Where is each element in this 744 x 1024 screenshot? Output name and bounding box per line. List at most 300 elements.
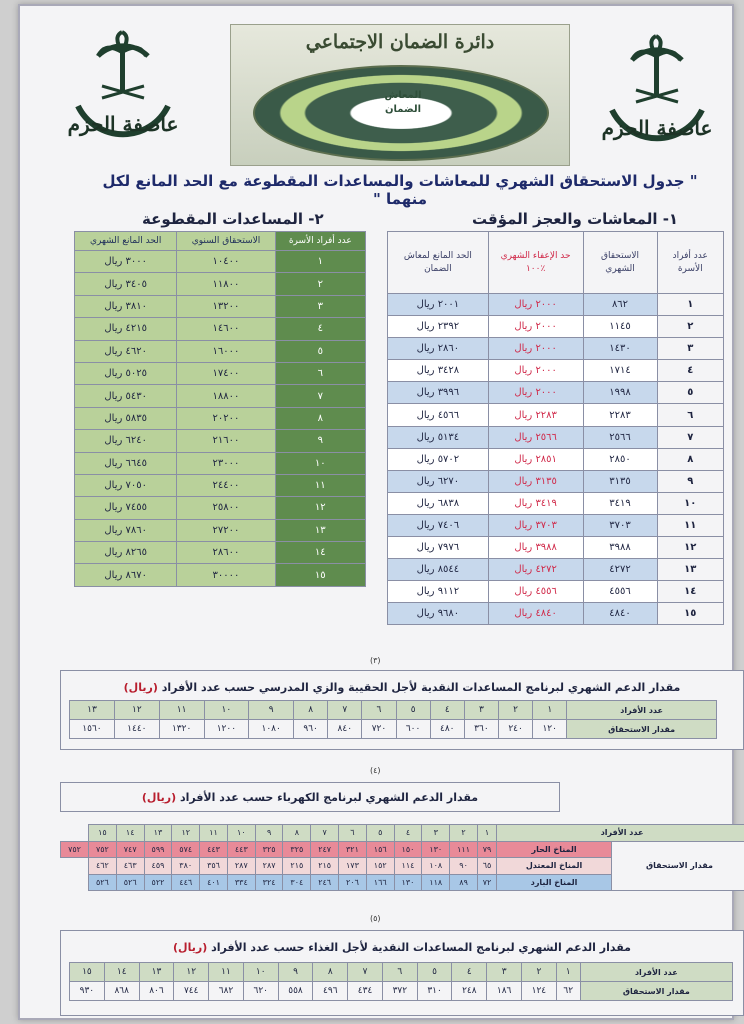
table-row <box>75 542 366 564</box>
table-cell: ١٣٢٠ <box>159 720 204 739</box>
emblem-logo-right <box>592 20 722 150</box>
table-cell: ٧٨٦٠ ريال <box>75 519 177 541</box>
table-cell: ٤ <box>394 825 422 842</box>
column-header: الحد المانع لمعاش الضمان <box>388 232 489 294</box>
table-cell: ٥ <box>275 340 365 362</box>
table-row <box>75 452 366 474</box>
table-cell: ٣ <box>464 701 498 720</box>
table-cell: ١٠٤٠٠ <box>177 251 275 273</box>
table-cell: ٥٤٣٠ ريال <box>75 385 177 407</box>
table-cell: ٢٠٠٠ ريال <box>488 360 583 382</box>
wheel-center-label: المعاش الضمان <box>384 90 422 115</box>
table-cell: ٩٣٠ <box>70 982 105 1001</box>
row-label: عدد الأفراد <box>580 963 732 982</box>
row-label: عدد الأفراد <box>497 825 744 842</box>
table-cell: ٧ <box>275 385 365 407</box>
table-cell: ٩ <box>657 470 723 492</box>
table-cell: ٥٧٠٢ ريال <box>388 448 489 470</box>
table-cell: ١٥ <box>70 963 105 982</box>
table-cell: ٢٨٥١ ريال <box>488 448 583 470</box>
table-cell: ١٦٠٠٠ <box>177 340 275 362</box>
food-support-table <box>69 962 733 1001</box>
table-cell: ٣٠٤ <box>283 874 311 891</box>
table-cell: ٢٠٠٠ ريال <box>488 316 583 338</box>
table-cell: ٩ <box>278 963 313 982</box>
table-cell: ٣١٣٥ <box>583 470 657 492</box>
table-cell: ٣ <box>487 963 522 982</box>
table-row <box>388 581 724 603</box>
table-cell: ١٣ <box>144 825 172 842</box>
table-row <box>388 294 724 316</box>
table-cell: ٨٠٦ <box>139 982 174 1001</box>
table-cell: ٢ <box>275 273 365 295</box>
table-row <box>75 340 366 362</box>
table-cell: ٥٠٢٥ ريال <box>75 362 177 384</box>
table-cell: ٣١٠ <box>417 982 452 1001</box>
table-cell: ٩٦٠ <box>294 720 328 739</box>
table-cell: ١٠٨ <box>422 858 450 875</box>
table-cell: ١٧٤٠٠ <box>177 362 275 384</box>
column-header: الاستحقاق الشهري <box>583 232 657 294</box>
table-cell: ١ <box>477 825 496 842</box>
table-cell: ٣٤١٩ ريال <box>488 492 583 514</box>
table-cell: ٢٨٧ <box>227 858 255 875</box>
page-title: " جدول الاستحقاق الشهري للمعاشات والمساعدات المقطوعة مع الحد المانع لكل منهما " <box>102 172 698 208</box>
table-cell: ٢٥٨٠٠ <box>177 497 275 519</box>
table-row <box>61 841 744 858</box>
table-cell: ٣٨١٠ ريال <box>75 295 177 317</box>
food-support-unit: (ريال) <box>173 941 208 954</box>
table-row <box>75 385 366 407</box>
table-cell: ٢٥٦٦ ريال <box>488 426 583 448</box>
banner-title: دائرة الضمان الاجتماعي <box>305 31 495 53</box>
table-cell: ٧٥٢ <box>89 841 117 858</box>
food-support-title-text: مقدار الدعم الشهري لبرنامج المساعدات النقدية لأجل الغذاء حسب عدد الأفراد <box>211 941 631 954</box>
table-header-row <box>75 232 366 251</box>
table-cell: ٤٦٢ <box>89 858 117 875</box>
table-cell: ٤٢٧٢ ريال <box>488 559 583 581</box>
row-label: مقدار الاستحقاق <box>580 982 732 1001</box>
document-sheet <box>18 4 734 1020</box>
table-cell: ١٣٠ <box>422 841 450 858</box>
table-cell: ١٢ <box>114 701 159 720</box>
table-cell: ٧٤٧ <box>116 841 144 858</box>
table-cell: ١٧١٤ <box>583 360 657 382</box>
table-cell: ١١١ <box>450 841 478 858</box>
table-cell: ٢٣٩٢ ريال <box>388 316 489 338</box>
table-row <box>75 519 366 541</box>
table-cell: ٤٦٢٠ ريال <box>75 340 177 362</box>
table-cell: ٨٥٤٤ ريال <box>388 559 489 581</box>
table-row <box>388 360 724 382</box>
school-support-title-text: مقدار الدعم الشهري لبرنامج المساعدات النقدية لأجل الحقيبة والزي المدرسي حسب عدد الأفراد <box>161 681 681 694</box>
table-cell: ١٢ <box>174 963 209 982</box>
table-cell: ١٨٨٠٠ <box>177 385 275 407</box>
table-cell: ٨ <box>657 448 723 470</box>
table-cell: ١٥ <box>657 603 723 625</box>
electricity-title <box>61 791 559 804</box>
table-cell: ١٤ <box>104 963 139 982</box>
column-header: عدد أفراد الأسرة <box>657 232 723 294</box>
table-cell: ٤٦٣ <box>116 858 144 875</box>
table-cell: ٥٩٩ <box>144 841 172 858</box>
table-cell: ٩١١٢ ريال <box>388 581 489 603</box>
table-cell: ٧ <box>311 825 339 842</box>
table-cell: ١٠ <box>657 492 723 514</box>
table-cell: ١٣ <box>275 519 365 541</box>
table-cell: ٤٥٩ <box>144 858 172 875</box>
table-cell: ٣٠٠٠٠ <box>177 564 275 586</box>
table-cell: ٨٦٢ <box>583 294 657 316</box>
table-row <box>388 514 724 536</box>
table-cell: ٢٧٢٠٠ <box>177 519 275 541</box>
table-cell: ١٣ <box>139 963 174 982</box>
table-cell: ٢٨٦٠ ريال <box>388 338 489 360</box>
table-row <box>388 316 724 338</box>
table-cell: ٦٢٤٠ ريال <box>75 430 177 452</box>
section-title-lump-sum: ٢- المساعدات المقطوعة <box>142 210 324 228</box>
table-cell: ٢٠٠١ ريال <box>388 294 489 316</box>
table-cell: ٤٣٤ <box>348 982 383 1001</box>
table-row <box>75 474 366 496</box>
table-cell: ٤٤٦ <box>172 874 200 891</box>
table-row <box>75 318 366 340</box>
table-cell: ١٥٠ <box>394 841 422 858</box>
table-row <box>70 982 733 1001</box>
table-cell: ١١٤٥ <box>583 316 657 338</box>
table-cell: ٢٨٧ <box>255 858 283 875</box>
row-label: عدد الأفراد <box>567 701 717 720</box>
table-cell: ١٠٨٠ <box>249 720 294 739</box>
table-row <box>388 338 724 360</box>
school-support-box <box>60 670 744 750</box>
table-cell: ٦٢٧٠ ريال <box>388 470 489 492</box>
table-cell: ٣ <box>275 295 365 317</box>
table-cell: ٣٩٨٨ <box>583 537 657 559</box>
table-cell: ١٠ <box>243 963 278 982</box>
table-cell: ٢٠٠٠ ريال <box>488 338 583 360</box>
table-cell: ٣٥٦ <box>200 858 228 875</box>
table-cell: ١ <box>556 963 580 982</box>
electricity-unit: (ريال) <box>141 791 177 804</box>
table-cell: ٦٦٤٥ ريال <box>75 452 177 474</box>
table-cell: ٨ <box>294 701 328 720</box>
table-cell: ١٥٢ <box>366 858 394 875</box>
table-cell: ٦٢٠ <box>243 982 278 1001</box>
table-cell: ٣٤٠٥ ريال <box>75 273 177 295</box>
column-header: عدد أفراد الأسرة <box>275 232 365 251</box>
table-cell: ١٣٢٠٠ <box>177 295 275 317</box>
school-support-unit: (ريال) <box>123 681 158 694</box>
table-cell: ٧٤٠٦ ريال <box>388 514 489 536</box>
table-cell: ٥٥٨ <box>278 982 313 1001</box>
table-cell: ١٣ <box>70 701 115 720</box>
table-cell: ٦٨٣٨ ريال <box>388 492 489 514</box>
table-cell: ٨ <box>275 407 365 429</box>
table-cell: ٥٧٤ <box>172 841 200 858</box>
table-row <box>75 564 366 586</box>
table-cell: ١٢٤ <box>522 982 557 1001</box>
table-cell: ٤٨٤٠ ريال <box>488 603 583 625</box>
table-cell: ٨ <box>283 825 311 842</box>
table-cell: ٢٤٦ <box>311 874 339 891</box>
table-cell: ٧٩٧٦ ريال <box>388 537 489 559</box>
table-cell: ١٤ <box>275 542 365 564</box>
table-cell: ٦ <box>362 701 396 720</box>
table-cell: ٨ <box>313 963 348 982</box>
table-cell: ٢٢٨٣ ريال <box>488 404 583 426</box>
climate-label: المناخ المعتدل <box>497 858 612 875</box>
table-cell: ٣٩٨٨ ريال <box>488 537 583 559</box>
table-cell: ٣١٣٥ ريال <box>488 470 583 492</box>
table-cell: ٤٢٧٢ <box>583 559 657 581</box>
table-cell: ٢ <box>450 825 478 842</box>
table-cell: ١١ <box>159 701 204 720</box>
table-cell: ١٠ <box>204 701 249 720</box>
table-cell: ١١ <box>275 474 365 496</box>
table-cell: ٨٩ <box>450 874 478 891</box>
table-cell: ٧ <box>657 426 723 448</box>
table-cell: ٢١٥ <box>311 858 339 875</box>
table-cell: ٤ <box>430 701 464 720</box>
table-cell: ٥٢٦ <box>89 874 117 891</box>
table-cell: ١٤٤٠ <box>114 720 159 739</box>
table-row <box>388 492 724 514</box>
table-cell: ١٩٩٨ <box>583 382 657 404</box>
table-cell: ٤٥٦٦ ريال <box>388 404 489 426</box>
table-cell: ٢٤٤٠٠ <box>177 474 275 496</box>
table-cell: ٥٨٣٥ ريال <box>75 407 177 429</box>
table-cell: ١٨٦ <box>487 982 522 1001</box>
column-header: الاستحقاق السنوي <box>177 232 275 251</box>
table-cell: ٣٣٤ <box>227 874 255 891</box>
table-row <box>388 559 724 581</box>
lump-sum-table <box>74 231 366 587</box>
services-wheel-graphic <box>253 65 549 161</box>
table-cell: ١١٨٠٠ <box>177 273 275 295</box>
table-cell: ٣٤٢٨ ريال <box>388 360 489 382</box>
table-cell: ١٢٠ <box>533 720 567 739</box>
electricity-support-table <box>60 824 744 891</box>
table-row <box>70 963 733 982</box>
emblem-caption: عاصفة الحزم <box>67 112 179 136</box>
table-cell: ٣٦٠ <box>464 720 498 739</box>
table-cell: ٢ <box>522 963 557 982</box>
table-cell: ٢٢٨٣ <box>583 404 657 426</box>
table-cell: ١١ <box>209 963 244 982</box>
table-row <box>75 251 366 273</box>
table-cell: ٤٥٥٦ ريال <box>488 581 583 603</box>
table-cell: ١٠ <box>227 825 255 842</box>
column-header: الحد المانع الشهري <box>75 232 177 251</box>
table-cell: ٢٤٧ <box>311 841 339 858</box>
column-header: حد الإعفاء الشهري ٪١٠٠ <box>488 232 583 294</box>
table-cell: ٤٨٤٠ <box>583 603 657 625</box>
table-cell: ١٥٦٠ <box>70 720 115 739</box>
table-row <box>388 470 724 492</box>
table-cell: ٧٢ <box>477 874 496 891</box>
table-cell: ٦ <box>339 825 367 842</box>
table-cell: ٦ <box>657 404 723 426</box>
climate-label: المناخ البارد <box>497 874 612 891</box>
row-label: مقدار الاستحقاق <box>611 841 744 891</box>
emblem-caption: عاصفة الحزم <box>601 116 713 140</box>
table-cell: ٢٠٠٠ ريال <box>488 382 583 404</box>
table-cell: ٢١٦٠٠ <box>177 430 275 452</box>
table-row <box>388 537 724 559</box>
table-cell: ٣ <box>657 338 723 360</box>
table-cell: ٤٨٠ <box>430 720 464 739</box>
table-cell: ١٤ <box>116 825 144 842</box>
table-cell: ٣٢٥ <box>283 841 311 858</box>
table-row <box>388 448 724 470</box>
table-cell: ٢١٥ <box>283 858 311 875</box>
table-cell: ٢٣٠٠٠ <box>177 452 275 474</box>
table-cell: ٢٨٦٠٠ <box>177 542 275 564</box>
table-header-row <box>388 232 724 294</box>
footnote-marker: (٥) <box>370 914 381 923</box>
table-cell: ٥٢٢ <box>144 874 172 891</box>
table-cell: ٢٨٥٠ <box>583 448 657 470</box>
food-support-box <box>60 930 744 1016</box>
table-cell: ٤٤٣ <box>200 841 228 858</box>
table-cell: ٤٩٦ <box>313 982 348 1001</box>
table-cell: ٢٠٦ <box>339 874 367 891</box>
table-cell: ١٥٦ <box>366 841 394 858</box>
table-cell: ١٠ <box>275 452 365 474</box>
table-cell: ٤٥٥٦ <box>583 581 657 603</box>
table-cell: ٤٤٣ <box>227 841 255 858</box>
table-cell: ٤ <box>452 963 487 982</box>
table-cell: ٢٠٢٠٠ <box>177 407 275 429</box>
table-cell: ٣٤١٩ <box>583 492 657 514</box>
table-cell: ١ <box>275 251 365 273</box>
table-cell: ٨٤٠ <box>328 720 362 739</box>
table-row <box>388 426 724 448</box>
electricity-title-box <box>60 782 560 812</box>
table-row <box>75 407 366 429</box>
table-cell: ٩ <box>275 430 365 452</box>
header-banner <box>230 24 570 166</box>
table-cell: ٦٢ <box>556 982 580 1001</box>
table-row <box>388 382 724 404</box>
table-cell: ٥١٣٤ ريال <box>388 426 489 448</box>
table-cell: ٧٥٢ <box>61 841 89 858</box>
table-cell: ٥ <box>417 963 452 982</box>
table-row <box>75 273 366 295</box>
table-row <box>70 701 717 720</box>
table-cell: ٥٢٦ <box>116 874 144 891</box>
table-cell: ٥ <box>657 382 723 404</box>
table-cell: ١٢ <box>657 537 723 559</box>
electricity-title-text: مقدار الدعم الشهري لبرنامج الكهرباء حسب عدد الأفراد <box>179 791 479 804</box>
table-row <box>70 720 717 739</box>
pensions-table <box>387 231 724 625</box>
table-cell: ٦ <box>275 362 365 384</box>
table-cell: ١٣ <box>657 559 723 581</box>
table-cell: ٨٢٦٥ ريال <box>75 542 177 564</box>
table-row <box>75 295 366 317</box>
table-cell: ٣٧٠٣ ريال <box>488 514 583 536</box>
table-cell: ٧٤٥٥ ريال <box>75 497 177 519</box>
table-cell: ٧٤٤ <box>174 982 209 1001</box>
footnote-marker: (٣) <box>370 656 381 665</box>
table-cell: ١ <box>533 701 567 720</box>
table-row <box>61 825 744 842</box>
table-cell: ١ <box>657 294 723 316</box>
table-cell: ١٤ <box>657 581 723 603</box>
table-cell: ٣٢١ <box>339 841 367 858</box>
table-cell: ٩٦٨٠ ريال <box>388 603 489 625</box>
table-cell: ١٢ <box>275 497 365 519</box>
emblem-logo-left <box>58 16 188 146</box>
table-cell: ١٣٠ <box>394 874 422 891</box>
table-cell: ١١٤ <box>394 858 422 875</box>
table-row <box>75 362 366 384</box>
table-row <box>388 603 724 625</box>
table-cell: ١٧٣ <box>339 858 367 875</box>
table-cell: ٢ <box>657 316 723 338</box>
table-cell: ٩ <box>255 825 283 842</box>
table-cell: ٨٦٨ <box>104 982 139 1001</box>
table-cell: ١٥ <box>89 825 117 842</box>
table-cell: ٧٠٥٠ ريال <box>75 474 177 496</box>
table-cell: ٣٨٠ <box>172 858 200 875</box>
table-cell: ٤٢١٥ ريال <box>75 318 177 340</box>
table-cell: ٧٢٠ <box>362 720 396 739</box>
school-support-table <box>69 700 717 739</box>
table-cell: ١١ <box>657 514 723 536</box>
footnote-marker: (٤) <box>370 766 381 775</box>
table-cell: ٩ <box>249 701 294 720</box>
food-support-title <box>61 941 743 954</box>
table-cell: ٧٩ <box>477 841 496 858</box>
table-cell: ٣٢٤ <box>255 874 283 891</box>
table-cell: ٥ <box>396 701 430 720</box>
table-row <box>75 497 366 519</box>
climate-label: المناخ الحار <box>497 841 612 858</box>
table-cell: ٥ <box>366 825 394 842</box>
table-cell: ١٦٦ <box>366 874 394 891</box>
table-cell: ١١٨ <box>422 874 450 891</box>
table-cell: ٣٧٠٣ <box>583 514 657 536</box>
table-cell: ٣٧٢ <box>382 982 417 1001</box>
table-row <box>75 430 366 452</box>
table-cell: ١٤٦٠٠ <box>177 318 275 340</box>
table-cell: ١٢٠٠ <box>204 720 249 739</box>
table-cell: ٢٠٠٠ ريال <box>488 294 583 316</box>
table-cell: ١١ <box>200 825 228 842</box>
table-cell: ٧ <box>348 963 383 982</box>
table-cell: ١٢ <box>172 825 200 842</box>
table-cell: ٤ <box>657 360 723 382</box>
table-cell: ٤٠١ <box>200 874 228 891</box>
row-label: مقدار الاستحقاق <box>567 720 717 739</box>
table-cell: ٦٠٠ <box>396 720 430 739</box>
table-cell: ٢ <box>499 701 533 720</box>
table-cell: ٢٤٠ <box>499 720 533 739</box>
table-cell: ٦ <box>382 963 417 982</box>
table-cell: ٣٩٩٦ ريال <box>388 382 489 404</box>
school-support-title <box>61 681 743 694</box>
table-cell: ٣٠٠٠ ريال <box>75 251 177 273</box>
table-cell: ٦٥ <box>477 858 496 875</box>
table-cell: ٤ <box>275 318 365 340</box>
table-row <box>388 404 724 426</box>
table-cell: ٣ <box>422 825 450 842</box>
table-cell: ٨٦٧٠ ريال <box>75 564 177 586</box>
table-cell: ٢٥٦٦ <box>583 426 657 448</box>
